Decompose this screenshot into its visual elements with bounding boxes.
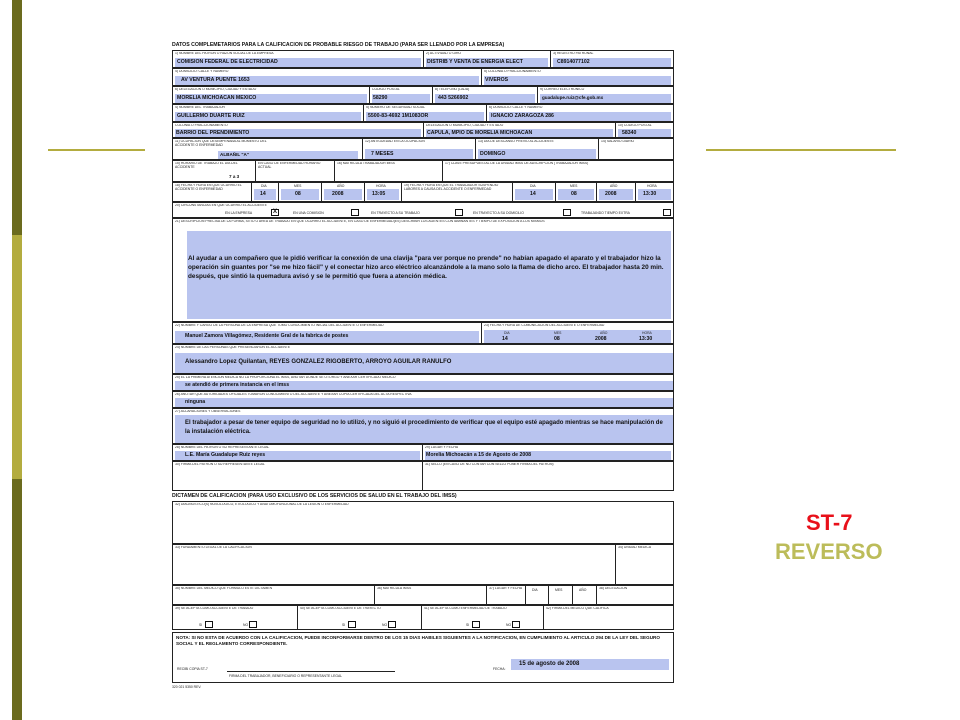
- col-label: AÑO: [610, 184, 618, 188]
- field-value: 13:05: [372, 191, 386, 197]
- field-suspension-datetime-label: [401, 182, 513, 202]
- field-label: 5) NUMERO DE SEGURIDAD SOCIAL: [366, 106, 426, 109]
- option-label: EN TRAYECTO A SU DOMICILIO: [473, 211, 524, 215]
- field-imss-worker-id: [334, 160, 443, 182]
- checkbox-no[interactable]: [512, 621, 520, 628]
- col-label: HORA: [376, 184, 386, 188]
- field-budget-key: [442, 160, 674, 182]
- field-daily-salary: [598, 138, 674, 160]
- option-label: EN UNA COMISION: [293, 211, 324, 215]
- field-label: 18) FECHA Y HORA EN QUE OCURRIO EL ACCIDENTE O ENFERMEDAD: [175, 184, 242, 191]
- field-employer-phone: [432, 86, 538, 104]
- col-label: AÑO: [600, 331, 608, 335]
- field-label: 13) DIA DE DESCANSO PREVIO AL ACCIDENTE: [478, 140, 554, 143]
- field-value: DISTRIB Y VENTA DE ENERGIA ELECT: [427, 59, 523, 65]
- field-employer-signature[interactable]: [172, 461, 423, 491]
- checkbox-trayecto-domicilio[interactable]: [563, 209, 571, 216]
- field-label: 10) CODIGO POSTAL: [618, 124, 652, 127]
- field-value: 08: [295, 191, 301, 197]
- field-value: L.E. María Guadalupe Ruiz reyes: [185, 452, 266, 458]
- field-label: 40) SE ACEPTA COMO ACCIDENTE DE TRAYECTO: [300, 607, 381, 610]
- field-value: VIVEROS: [485, 77, 509, 83]
- field-label: 33) FUNDAMENTO LEGAL DE LA CALIFICACION: [175, 546, 252, 549]
- field-label: 35) NOMBRE DEL MEDICO QUE FORMULO ESTE DICTAMEN: [175, 587, 273, 590]
- st7-form-reverse: [170, 40, 676, 693]
- col-label: MES: [555, 588, 563, 592]
- field-label: 27) ACLARACIONES Y OBSERVACIONES: [175, 410, 241, 413]
- field-value: 2008: [595, 336, 607, 342]
- field-worker-colonia: [172, 122, 424, 138]
- option-label: NO: [506, 623, 512, 627]
- field-doctor-signature[interactable]: [543, 605, 674, 630]
- field-worker-nss: [363, 104, 487, 122]
- field-employer-name: [172, 50, 424, 68]
- field-value: ALBAÑIL "A": [220, 152, 250, 157]
- field-g37-year[interactable]: [572, 585, 597, 605]
- option-label: EN LA EMPRESA: [225, 211, 253, 215]
- date-value: 15 de agosto de 2008: [519, 661, 580, 667]
- slide-label-reverso: REVERSO: [775, 539, 883, 564]
- checkbox-si[interactable]: [348, 621, 356, 628]
- field-current-schedule: [255, 160, 335, 182]
- field-label: 39) SE ACEPTA COMO ACCIDENTE DE TRABAJO: [175, 607, 254, 610]
- field-label: 6) DELEGACION O MUNICIPIO, CIUDAD Y ESTADO: [175, 88, 257, 91]
- field-label: 16) MATRICULA TRABAJADOR IMSS: [337, 162, 395, 165]
- field-label: 20) CIRCUNSTANCIAS EN QUE OCURRIO EL ACCIDENTE: [175, 204, 267, 207]
- field-value: guadalupe.ruiz@cfe.gob.mx: [542, 95, 604, 100]
- field-value: Morelia Michoacán a 15 de Agosto de 2008: [426, 452, 532, 458]
- field-place-date: [422, 444, 674, 461]
- field-value: BARRIO DEL PRENDIMIENTO: [176, 130, 250, 136]
- field-activity: [423, 50, 551, 68]
- field-label: CODIGO POSTAL: [372, 88, 400, 91]
- option-label: TRABAJANDO TIEMPO EXTRA: [581, 211, 630, 215]
- field-antiquity: [362, 138, 476, 160]
- field-value: Al ayudar a un compañero que le pidió verificar la conexión de una clavija "para ver porque no prende" no habían apagado el aparato y el trabajador hizo la operación sin guantes por "se me hizo fácil" y el conectar hizo arco eléctrico alcanzándole a la mano solo la flama de dicho arco. El trabajador hasta 20 min. después, que sintió la quemadura avisó y se le permitió que fuera a atención médica.: [188, 255, 664, 280]
- col-label: MES: [570, 184, 578, 188]
- field-label: 21) DESCRIPCION PRECISA DE LA FORMA, SITIO O AREA DE TRABAJO EN QUE OCURRIO EL ACCIDENTE, EN CASO DE ENFERMEDAD(ES) DESCRIBIR LOS AGENTES CONTAMINANTES Y TIEMPO DE EXPOSICION A LOS MISMOS: [175, 220, 545, 223]
- option-label: SI: [199, 623, 203, 627]
- field-label: 37) LUGAR Y FECHA: [489, 587, 523, 590]
- col-label: DIA: [261, 184, 267, 188]
- field-label: 38) DELEGACION: [599, 587, 628, 590]
- date-day-18: [251, 182, 279, 202]
- field-value: 58340: [622, 130, 637, 136]
- field-employer-email: [537, 86, 674, 104]
- field-value: Alessandro Lopez Quilantan, REYES GONZALEZ RIGOBERTO, ARROYO AGUILAR RANULFO: [185, 359, 452, 365]
- field-lugar-fecha[interactable]: [486, 585, 526, 605]
- field-value: se atendió de primera instancia en el imss: [185, 382, 290, 388]
- field-communication-datetime: [481, 322, 674, 344]
- field-label: 23) FECHA Y HORA DE COMUNICACION DEL ACCIDENTE O ENFERMEDAD: [484, 324, 605, 327]
- field-value: 14: [502, 336, 508, 342]
- field-g37-day[interactable]: [525, 585, 549, 605]
- field-value: El trabajador a pesar de tener equipo de seguridad no lo utilizó, y no siguió el procedimiento de verificar que el equipo esté apagado mientras se hace manipulación de la instalación eléctrica.: [185, 420, 663, 435]
- field-registro-patronal: [550, 50, 674, 68]
- field-worker-cp: [615, 122, 674, 138]
- field-employer-representative: [172, 444, 423, 461]
- field-value: 5500-83-4692 1M1083OR: [368, 113, 429, 119]
- field-rest-day: [475, 138, 599, 160]
- field-value: 13:30: [639, 336, 653, 342]
- field-employer-municipio: [172, 86, 370, 104]
- field-label: EN CASO DE ENFERMEDAD HORARIO ACTUAL: [258, 162, 321, 169]
- col-label: HORA: [642, 331, 652, 335]
- field-label: 22) NOMBRE Y CARGO DE LA PERSONA DE LA EMPRESA QUE TOMO CONOCIMIENTO INICIAL DEL ACCIDENTE O ENFERMEDAD: [175, 324, 384, 327]
- field-value: DOMINGO: [480, 151, 506, 157]
- field-worker-address: [486, 104, 674, 122]
- date-hour-19: [635, 182, 674, 202]
- col-label: MES: [294, 184, 302, 188]
- field-value: C8914077102: [557, 59, 590, 65]
- field-label: 1) NOMBRE DEL PATRON O RAZON SOCIAL DE LA EMPRESA: [175, 52, 274, 55]
- field-value: 14: [260, 191, 266, 197]
- field-label: 4) NOMBRE DEL TRABAJADOR: [175, 106, 225, 109]
- field-diagnosis[interactable]: [172, 501, 674, 544]
- field-observations: [172, 408, 674, 444]
- accent-line-right: [706, 149, 896, 151]
- field-label: 9) CORREO ELECTRONICO: [540, 88, 585, 91]
- field-value: AV VENTURA PUENTE 1653: [181, 77, 250, 83]
- field-label: 8) TELEFONO (LADA): [435, 88, 470, 91]
- field-label: DELEGACION O MUNICIPIO, CIUDAD Y ESTADO: [426, 124, 504, 127]
- field-label: 15) HORARIO DE TRABAJO EL DIA DEL ACCIDENTE: [175, 162, 238, 169]
- field-value: CAPULA, MPIO DE MORELIA MICHOACAN: [427, 130, 533, 136]
- field-value: 14: [530, 191, 536, 197]
- field-seal[interactable]: [422, 461, 674, 491]
- worker-signature-caption: FIRMA DEL TRABAJADOR, BENEFICIARIO O REPRESENTANTE LEGAL: [229, 674, 343, 678]
- form-code: 320 021 5350 REV.: [172, 685, 202, 689]
- field-worker-municipio: [423, 122, 616, 138]
- option-label: EN TRAYECTO A SU TRABAJO: [371, 211, 420, 215]
- field-worker-name: [172, 104, 364, 122]
- field-employer-address: [172, 68, 482, 86]
- field-value: 13:30: [643, 191, 657, 197]
- field-value: ninguna: [185, 399, 206, 405]
- field-value: 7 a 3: [229, 174, 240, 179]
- field-employer-cp: [369, 86, 433, 104]
- field-value: 58290: [373, 95, 388, 101]
- field-fill[interactable]: [175, 398, 673, 407]
- field-value: Manuel Zamora Villagómez, Residente Gral de la fabrica de postes: [185, 333, 349, 339]
- field-value: COMISION FEDERAL DE ELECTRICIDAD: [177, 59, 278, 65]
- option-label: SI: [466, 623, 470, 627]
- checkbox-si[interactable]: [205, 621, 213, 628]
- field-label: 25) EL LA PRIMERA ATENCION MEDICA NO LA PROPORCIONA EL IMSS, ANOTAR DONDE SE OTORGO Y ANEXAR CERTIFICADO MEDICO: [175, 376, 396, 379]
- col-label: AÑO: [579, 588, 587, 592]
- field-accepted-illness: [421, 605, 544, 630]
- field-value: 08: [554, 336, 560, 342]
- field-value: GUILLERMO DUARTE RUIZ: [177, 113, 245, 119]
- sidebar-edge: [0, 0, 12, 720]
- field-witnesses: [172, 344, 674, 374]
- note-text: NOTA: SI NO ESTA DE ACUERDO CON LA CALIFICACION, PUEDE INCONFORMARSE DENTRO DE LOS 15 DIAS HABILES SIGUIENTES A LA NOTIFICACION, EN CUMPLIMIENTO AL ARTICULO 294 DE LA LEY DEL SEGURO SOCIAL Y EL REGLAMENTO CORRESPONDIENTE.: [176, 635, 660, 646]
- field-label: 26) ANOTAR QUE AUTORIDADES OFICIALES TOMARON CONOCIMIENTO DEL ACCIDENTE Y ANEXAR COPIA CERTIFICADA DEL ACTA RESPECTIVA: [175, 393, 412, 396]
- field-delegation[interactable]: [596, 585, 674, 605]
- field-first-aid: [172, 374, 674, 391]
- note-box: [172, 632, 674, 683]
- option-label: NO: [382, 623, 388, 627]
- col-label: DIA: [532, 588, 538, 592]
- sidebar-segment-dark: [12, 479, 22, 720]
- date-year-18: [321, 182, 365, 202]
- accent-line-left: [48, 149, 145, 151]
- field-value: 2008: [332, 191, 344, 197]
- field-label: 11) OCUPACION QUE DESEMPEÑABA AL MOMENTO DEL ACCIDENTE O ENFERMEDAD: [175, 140, 267, 147]
- field-work-schedule: [172, 160, 256, 182]
- field-label: 29) LUGAR Y FECHA: [425, 446, 459, 449]
- checkbox-si[interactable]: [472, 621, 480, 628]
- col-label: MES: [554, 331, 562, 335]
- field-label: 28) NOMBRE DEL PATRON O SU REPRESENTANTE LEGAL: [175, 446, 270, 449]
- field-label: 41) SE ACEPTA COMO ENFERMEDAD DE TRABAJO: [424, 607, 507, 610]
- field-accepted-work-accident: [172, 605, 298, 630]
- date-hour-18: [364, 182, 402, 202]
- date-day-19: [512, 182, 556, 202]
- dictamen-heading: DICTAMEN DE CALIFICACION (PARA USO EXCLUSIVO DE LOS SERVICIOS DE SALUD EN EL TRABAJO DEL IMSS): [172, 493, 457, 499]
- field-label: 32) DIAGNOSTICO(S) NOSOLOGICO, ETIOLOGICO Y ANATOMOFUNCIONAL DE LA LESION O ENFERMEDAD: [175, 503, 349, 506]
- col-label: DIA: [530, 184, 536, 188]
- field-value: MORELIA MICHOACAN MEXICO: [177, 95, 257, 101]
- option-label: NO: [243, 623, 249, 627]
- checkbox-trayecto-trabajo[interactable]: [455, 209, 463, 216]
- field-circumstances: [172, 202, 674, 218]
- signature-line[interactable]: [227, 671, 395, 672]
- field-label: 34) UNIDAD MEDICA: [618, 546, 651, 549]
- option-label: SI: [342, 623, 346, 627]
- field-label: 3) REGISTRO PATRONAL: [553, 52, 594, 55]
- field-legal-basis[interactable]: [172, 544, 616, 585]
- sidebar-bar: [12, 0, 22, 720]
- field-label: 5) COLONIA O FRACCIONAMIENTO: [484, 70, 541, 73]
- date-label: FECHA:: [493, 667, 506, 671]
- field-description: [172, 218, 674, 322]
- field-label: 4) DOMICILIO: CALLE Y NUMERO: [175, 70, 229, 73]
- field-label: 19) FECHA Y HORA EN QUE EL TRABAJADOR SUSPENDIO LABORES A CAUSA DEL ACCIDENTE O ENFERMEDAD: [404, 184, 499, 191]
- field-label: 42) FIRMA DEL MEDICO QUE CALIFICA: [546, 607, 609, 610]
- col-label: AÑO: [337, 184, 345, 188]
- checkbox-no[interactable]: [249, 621, 257, 628]
- checkbox-no[interactable]: [388, 621, 396, 628]
- field-label: 12) ANTIGÜEDAD EN LA OCUPACION: [365, 140, 425, 143]
- field-label: 36) MATRICULA IMSS: [377, 587, 412, 590]
- col-label: HORA: [647, 184, 657, 188]
- field-medical-unit[interactable]: [615, 544, 674, 585]
- field-fill[interactable]: [484, 76, 671, 85]
- field-accident-datetime-label: [172, 182, 252, 202]
- field-authorities: [172, 391, 674, 408]
- field-label: 30) FIRMA DEL PATRON O SU REPRESENTANTE LEGAL: [175, 463, 265, 466]
- field-label: COLONIA O FRACCIONAMIENTO: [175, 124, 228, 127]
- field-value: 7 MESES: [371, 151, 394, 157]
- field-label: 2) ACTIVIDAD O GIRO: [426, 52, 462, 55]
- form-heading: DATOS COMPLEMETARIOS PARA LA CALIFICACION DE PROBABLE RIESGO DE TRABAJO (PARA SER LLENADO POR LA EMPRESA): [172, 42, 505, 48]
- field-first-witness: [172, 322, 482, 344]
- field-label: 24) NOMBRE DE LAS PERSONAS QUE PRESENCIARON EL ACCIDENTE: [175, 346, 291, 349]
- field-value: IGNACIO ZARAGOZA 286: [491, 113, 554, 119]
- field-value: 2008: [605, 191, 617, 197]
- field-g37-month[interactable]: [548, 585, 573, 605]
- checkbox-empresa[interactable]: X: [272, 209, 277, 215]
- slide-label-st7: ST-7: [806, 510, 853, 535]
- date-year-19: [596, 182, 636, 202]
- field-imss-id[interactable]: [374, 585, 487, 605]
- sidebar-segment-light: [12, 235, 22, 479]
- received-copy-label: RECIBI COPIA ST-7: [177, 667, 208, 671]
- date-month-19: [555, 182, 597, 202]
- field-employer-colonia: [481, 68, 674, 86]
- field-doctor-name[interactable]: [172, 585, 375, 605]
- field-value: 443 5266902: [438, 95, 469, 101]
- field-occupation: [172, 138, 363, 160]
- field-value: 08: [571, 191, 577, 197]
- col-label: DIA: [504, 331, 510, 335]
- field-label: 17) CLAVE PRESUPUESTAL DE LA UNIDAD IMSS DE ADSCRIPCION (TRABAJADOR IMSS): [445, 162, 589, 165]
- checkbox-comision[interactable]: [351, 209, 359, 216]
- field-accepted-trayecto: [297, 605, 422, 630]
- checkbox-tiempo-extra[interactable]: [663, 209, 671, 216]
- field-label: 6) DOMICILIO: CALLE Y NUMERO: [489, 106, 543, 109]
- sidebar-segment-dark: [12, 0, 22, 235]
- field-label: 31) SELLO (EN CASO DE NO CONTAR CON SELLO PONER FIRMA DEL PATRON): [425, 463, 554, 466]
- date-month-18: [278, 182, 322, 202]
- field-label: 14) SALARIO DIARIO: [601, 140, 635, 143]
